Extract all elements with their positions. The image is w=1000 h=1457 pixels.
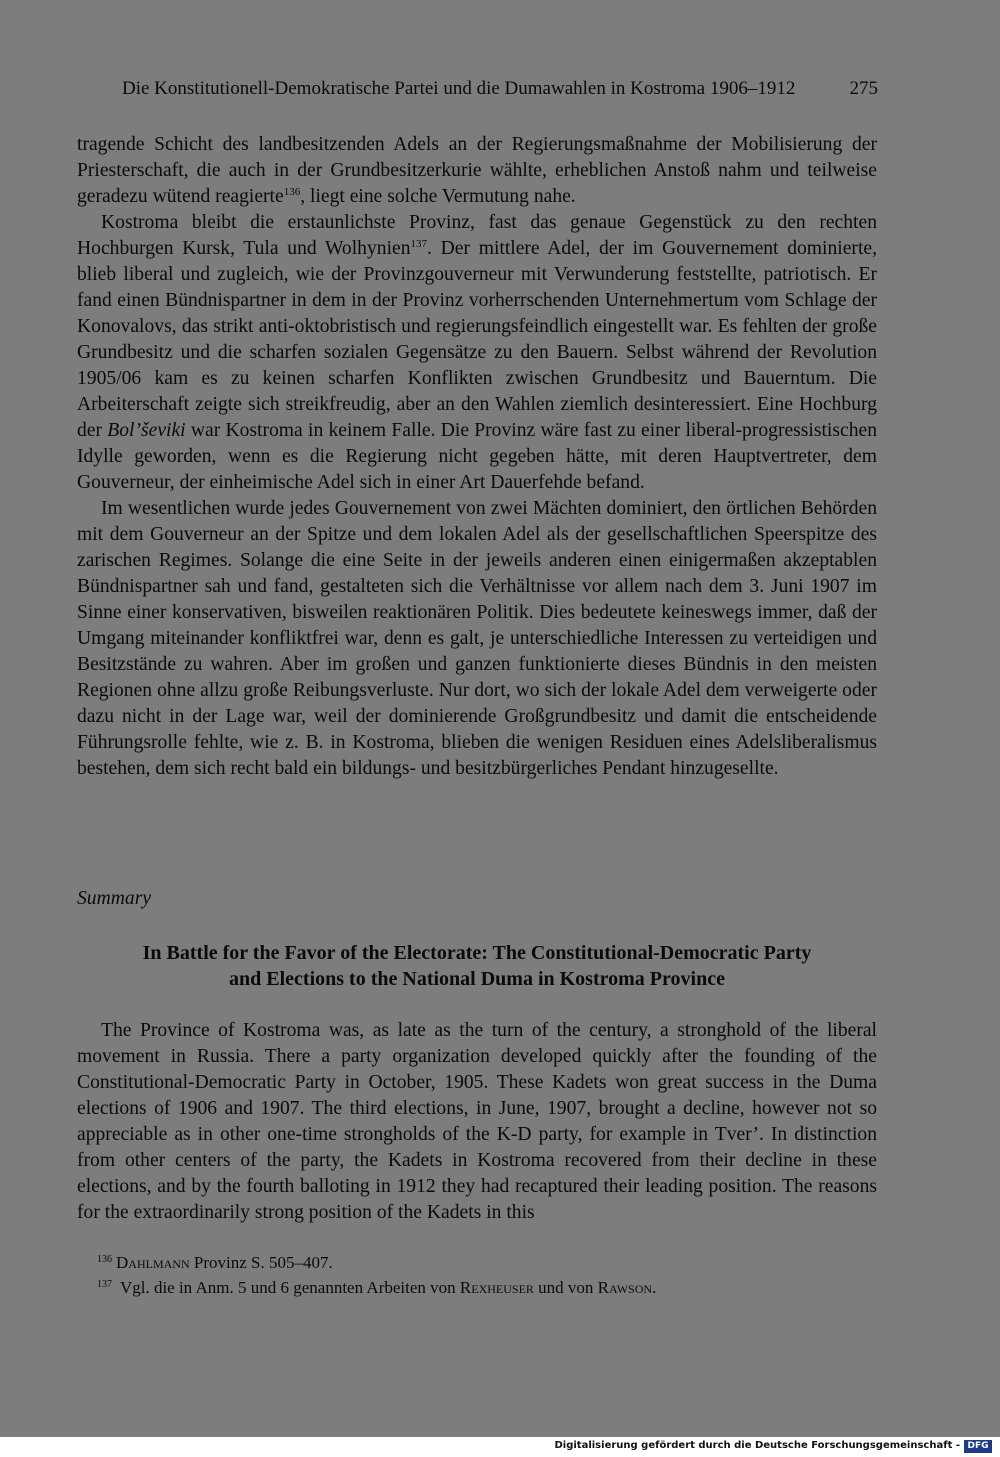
footnote-137: [77, 1275, 877, 1300]
summary-text: [77, 1018, 877, 1226]
footnote-text: und von: [533, 1278, 598, 1297]
footnote-number: 137: [97, 1279, 112, 1290]
paragraph-2-text-mid: . Der mittlere Adel, der im Gouvernement dominierte, blieb liberal und zugleich, wie der Provinzgouverneur mit Verwunderung feststellte, patriotisch. Er fand einen Bündnispartner in dem in der Provinz vorherrschenden Unternehmertum vom Schlage der Konovalovs, das strikt anti-oktobristisch und regierungsfeindlich eingestellt war. Es fehlten der große Grundbesitz und die scharfen sozialen Gegensätze zu den Bauern. Selbst während der Revolution 1905/06 kam es zu keinen scharfen Konflikten zwischen Grundbesitz und Bauerntum. Die Arbeiterschaft zeigte sich streikfreudig, aber an den Wahlen ziemlich desinteressiert. Eine Hochburg der: [77, 238, 877, 441]
footnote-ref-136: 136: [283, 186, 301, 198]
paragraph-2-text-end: war Kostroma in keinem Falle. Die Provinz wäre fast zu einer liberal-progressistischen Idylle geworden, wenn es die Regierung nicht gegeben hätte, mit deren Hauptvertreter, dem Gouverneur, der einheimische Adel sich in einer Art Dauerfehde befand.: [77, 420, 877, 493]
summary-title-line-1: In Battle for the Favor of the Electorate: The Constitutional-Democratic Party: [142, 942, 812, 964]
footnote-author: Rexheuser: [459, 1278, 534, 1297]
body-text: [77, 132, 877, 782]
running-head-title: Die Konstitutionell-Demokratische Partei und die Dumawahlen in Kostroma 1906–1912: [122, 78, 796, 99]
paragraph-3: Im wesentlichen wurde jedes Gouvernement von zwei Mächten dominiert, den örtlichen Behörden mit dem Gouverneur an der Spitze und dem lokalen Adel als der gesellschaftlichen Speerspitze des zarischen Regimes. Solange die eine Seite in der jeweils anderen einen einigermaßen akzeptablen Bündnispartner sah und fand, gestalteten sich die Verhältnisse vor allem nach dem 3. Juni 1907 im Sinne einer konservativen, bisweilen reaktionären Politik. Dies bedeutete keineswegs immer, daß der Umgang miteinander konfliktfrei war, denn es galt, je unterschiedliche Interessen zu verteidigen und Besitzstände zu wahren. Aber im großen und ganzen funktionierte dieses Bündnis in den meisten Regionen ohne allzu große Reibungsverluste. Nur dort, wo sich der lokale Adel dem verweigerte oder dazu nicht in der Lage war, weil der dominierende Großgrundbesitz und damit die entscheidende Führungsrolle fehlte, wie z. B. in Kostroma, blieben die wenigen Residuen eines Adelsliberalismus bestehen, dem sich recht bald ein bildungs- und besitzbürgerliches Pendant hinzugesellte.: [77, 498, 877, 779]
italic-term: Bol’ševiki: [107, 420, 186, 441]
digitization-footer: [0, 1437, 1000, 1457]
footnote-136: [77, 1250, 877, 1275]
paragraph-2: [77, 210, 877, 496]
paragraph-1-text-end: , liegt eine solche Vermutung nahe.: [300, 186, 576, 207]
dfg-logo-icon: DFG: [964, 1440, 992, 1453]
summary-paragraph: The Province of Kostroma was, as late as the turn of the century, a stronghold of the liberal movement in Russia. There a party organization developed quickly after the founding of the Constitutional-Democratic Party in October, 1905. These Kadets won great success in the Duma elections of 1906 and 1907. The third elections, in June, 1907, brought a decline, however not so appreciable as in other one-time strongholds of the K-D party, for example in Tver’. In distinction from other centers of the party, the Kadets in Kostroma recovered from their decline in these elections, and by the fourth balloting in 1912 they had recaptured their leading position. The reasons for the extraordinarily strong position of the Kadets in this: [77, 1020, 877, 1223]
paragraph-1-text: tragende Schicht des landbesitzenden Adels an der Regierungsmaßnahme der Mobilisierung der Priesterschaft, die auch in der Grundbesitzerkurie wählte, erheblichen Anstoß nahm und teilweise geradezu wütend reagierte: [77, 134, 877, 207]
footer-credit: Digitalisierung gefördert durch die Deutsche Forschungsgemeinschaft -: [554, 1440, 960, 1451]
footnote-text: Provinz S. 505–407.: [189, 1253, 333, 1272]
running-head: [122, 78, 878, 100]
paragraph-1: [77, 132, 877, 210]
summary-title-line-2: and Elections to the National Duma in Kostroma Province: [229, 968, 725, 990]
footnote-ref-137: 137: [410, 238, 428, 250]
footnote-number: 136: [97, 1254, 112, 1265]
summary-title: [77, 940, 877, 992]
footnotes: [77, 1250, 877, 1300]
page-number: 275: [849, 78, 878, 99]
footnote-text: Vgl. die in Anm. 5 und 6 genannten Arbeiten von: [116, 1278, 460, 1297]
summary-label: Summary: [77, 888, 152, 909]
footnote-text: .: [652, 1278, 657, 1297]
paragraph-2-text: Kostroma bleibt die erstaunlichste Provinz, fast das genaue Gegenstück zu den rechten Hochburgen Kursk, Tula und Wolhynien: [77, 212, 877, 259]
footnote-author: Dahlmann: [116, 1253, 190, 1272]
footnote-author: Rawson: [597, 1278, 653, 1297]
